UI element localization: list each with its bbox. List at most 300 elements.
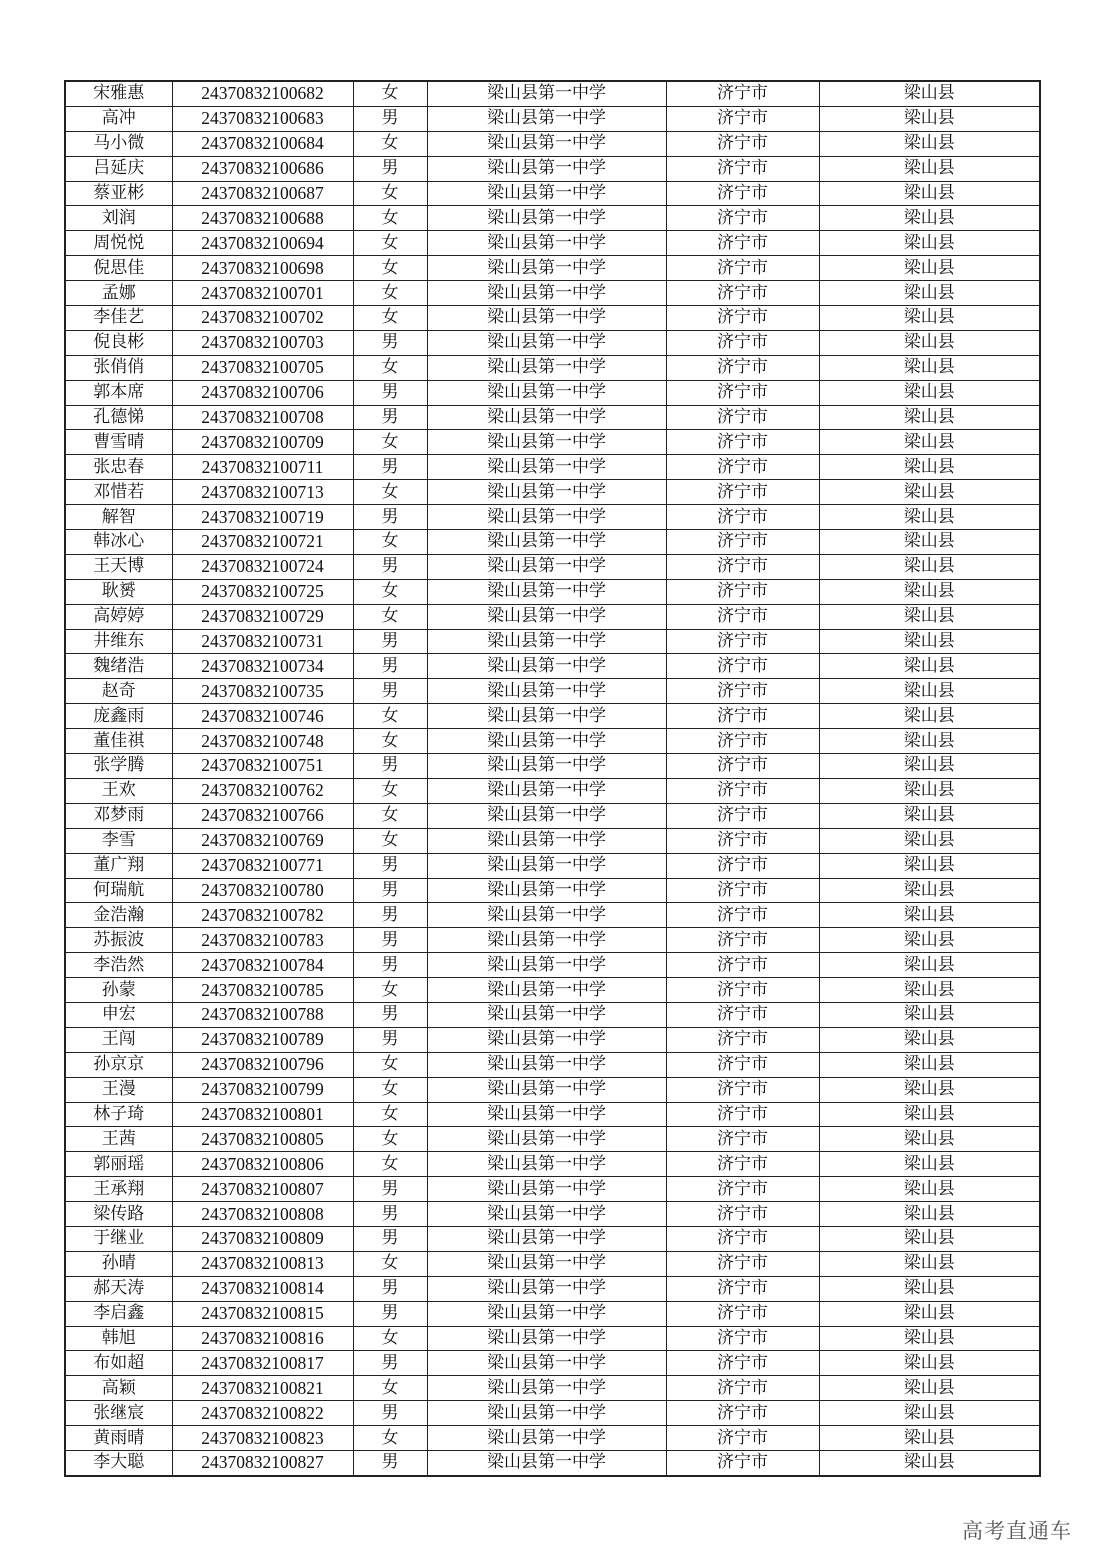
id-cell: 24370832100782 xyxy=(172,903,353,928)
school-cell: 梁山县第一中学 xyxy=(427,1226,666,1251)
table-row xyxy=(65,156,1040,181)
watermark-text: 高考直通车 xyxy=(962,1519,1072,1543)
id-cell: 24370832100721 xyxy=(172,530,353,555)
county-cell: 梁山县 xyxy=(819,181,1040,206)
roster-table xyxy=(64,80,1041,1477)
gender-cell: 男 xyxy=(353,1226,427,1251)
table-row xyxy=(65,1251,1040,1276)
id-cell: 24370832100762 xyxy=(172,778,353,803)
city-cell: 济宁市 xyxy=(666,754,819,779)
table-row xyxy=(65,1301,1040,1326)
county-cell: 梁山县 xyxy=(819,1401,1040,1426)
county-cell: 梁山县 xyxy=(819,256,1040,281)
city-cell: 济宁市 xyxy=(666,1202,819,1227)
name-cell: 邓梦雨 xyxy=(65,803,172,828)
name-cell: 董佳祺 xyxy=(65,729,172,754)
county-cell: 梁山县 xyxy=(819,306,1040,331)
name-cell: 申宏 xyxy=(65,1002,172,1027)
county-cell: 梁山县 xyxy=(819,704,1040,729)
name-cell: 郭丽瑶 xyxy=(65,1152,172,1177)
county-cell: 梁山县 xyxy=(819,156,1040,181)
city-cell: 济宁市 xyxy=(666,978,819,1003)
name-cell: 王茜 xyxy=(65,1127,172,1152)
city-cell: 济宁市 xyxy=(666,604,819,629)
id-cell: 24370832100784 xyxy=(172,953,353,978)
school-cell: 梁山县第一中学 xyxy=(427,480,666,505)
name-cell: 布如超 xyxy=(65,1351,172,1376)
school-cell: 梁山县第一中学 xyxy=(427,754,666,779)
name-cell: 魏绪浩 xyxy=(65,654,172,679)
id-cell: 24370832100729 xyxy=(172,604,353,629)
county-cell: 梁山县 xyxy=(819,1450,1040,1475)
gender-cell: 女 xyxy=(353,480,427,505)
school-cell: 梁山县第一中学 xyxy=(427,878,666,903)
name-cell: 李大聪 xyxy=(65,1450,172,1475)
city-cell: 济宁市 xyxy=(666,1127,819,1152)
school-cell: 梁山县第一中学 xyxy=(427,330,666,355)
roster-table-body xyxy=(65,81,1040,1476)
county-cell: 梁山县 xyxy=(819,1102,1040,1127)
id-cell: 24370832100817 xyxy=(172,1351,353,1376)
name-cell: 郭本席 xyxy=(65,380,172,405)
table-row xyxy=(65,330,1040,355)
name-cell: 王天博 xyxy=(65,554,172,579)
gender-cell: 男 xyxy=(353,853,427,878)
city-cell: 济宁市 xyxy=(666,953,819,978)
city-cell: 济宁市 xyxy=(666,206,819,231)
school-cell: 梁山县第一中学 xyxy=(427,355,666,380)
county-cell: 梁山县 xyxy=(819,853,1040,878)
table-row xyxy=(65,1376,1040,1401)
name-cell: 韩旭 xyxy=(65,1326,172,1351)
county-cell: 梁山县 xyxy=(819,604,1040,629)
id-cell: 24370832100687 xyxy=(172,181,353,206)
name-cell: 刘润 xyxy=(65,206,172,231)
county-cell: 梁山县 xyxy=(819,206,1040,231)
county-cell: 梁山县 xyxy=(819,430,1040,455)
school-cell: 梁山县第一中学 xyxy=(427,978,666,1003)
county-cell: 梁山县 xyxy=(819,803,1040,828)
county-cell: 梁山县 xyxy=(819,106,1040,131)
gender-cell: 男 xyxy=(353,156,427,181)
school-cell: 梁山县第一中学 xyxy=(427,1202,666,1227)
county-cell: 梁山县 xyxy=(819,754,1040,779)
school-cell: 梁山县第一中学 xyxy=(427,853,666,878)
school-cell: 梁山县第一中学 xyxy=(427,206,666,231)
city-cell: 济宁市 xyxy=(666,256,819,281)
school-cell: 梁山县第一中学 xyxy=(427,1052,666,1077)
city-cell: 济宁市 xyxy=(666,554,819,579)
county-cell: 梁山县 xyxy=(819,978,1040,1003)
table-row xyxy=(65,455,1040,480)
name-cell: 于继业 xyxy=(65,1226,172,1251)
name-cell: 金浩瀚 xyxy=(65,903,172,928)
table-row xyxy=(65,281,1040,306)
name-cell: 王闯 xyxy=(65,1027,172,1052)
table-row xyxy=(65,903,1040,928)
city-cell: 济宁市 xyxy=(666,1450,819,1475)
county-cell: 梁山县 xyxy=(819,131,1040,156)
table-row xyxy=(65,530,1040,555)
school-cell: 梁山县第一中学 xyxy=(427,1301,666,1326)
name-cell: 倪思佳 xyxy=(65,256,172,281)
id-cell: 24370832100806 xyxy=(172,1152,353,1177)
gender-cell: 男 xyxy=(353,505,427,530)
table-row xyxy=(65,231,1040,256)
gender-cell: 女 xyxy=(353,1077,427,1102)
gender-cell: 女 xyxy=(353,803,427,828)
school-cell: 梁山县第一中学 xyxy=(427,1127,666,1152)
gender-cell: 男 xyxy=(353,1027,427,1052)
county-cell: 梁山县 xyxy=(819,1376,1040,1401)
city-cell: 济宁市 xyxy=(666,853,819,878)
id-cell: 24370832100796 xyxy=(172,1052,353,1077)
id-cell: 24370832100785 xyxy=(172,978,353,1003)
gender-cell: 女 xyxy=(353,729,427,754)
table-row xyxy=(65,256,1040,281)
city-cell: 济宁市 xyxy=(666,1226,819,1251)
school-cell: 梁山县第一中学 xyxy=(427,604,666,629)
table-row xyxy=(65,853,1040,878)
table-row xyxy=(65,604,1040,629)
city-cell: 济宁市 xyxy=(666,654,819,679)
school-cell: 梁山县第一中学 xyxy=(427,1027,666,1052)
id-cell: 24370832100766 xyxy=(172,803,353,828)
id-cell: 24370832100705 xyxy=(172,355,353,380)
county-cell: 梁山县 xyxy=(819,1127,1040,1152)
school-cell: 梁山县第一中学 xyxy=(427,405,666,430)
table-row xyxy=(65,1027,1040,1052)
city-cell: 济宁市 xyxy=(666,1027,819,1052)
county-cell: 梁山县 xyxy=(819,654,1040,679)
id-cell: 24370832100708 xyxy=(172,405,353,430)
gender-cell: 女 xyxy=(353,206,427,231)
city-cell: 济宁市 xyxy=(666,579,819,604)
id-cell: 24370832100808 xyxy=(172,1202,353,1227)
school-cell: 梁山县第一中学 xyxy=(427,554,666,579)
table-row xyxy=(65,505,1040,530)
id-cell: 24370832100711 xyxy=(172,455,353,480)
county-cell: 梁山县 xyxy=(819,1152,1040,1177)
city-cell: 济宁市 xyxy=(666,1351,819,1376)
gender-cell: 男 xyxy=(353,330,427,355)
county-cell: 梁山县 xyxy=(819,355,1040,380)
table-row xyxy=(65,1177,1040,1202)
city-cell: 济宁市 xyxy=(666,1102,819,1127)
school-cell: 梁山县第一中学 xyxy=(427,1450,666,1475)
name-cell: 张继宸 xyxy=(65,1401,172,1426)
gender-cell: 女 xyxy=(353,530,427,555)
school-cell: 梁山县第一中学 xyxy=(427,704,666,729)
table-row xyxy=(65,1450,1040,1475)
id-cell: 24370832100731 xyxy=(172,629,353,654)
school-cell: 梁山县第一中学 xyxy=(427,1351,666,1376)
table-row xyxy=(65,579,1040,604)
id-cell: 24370832100694 xyxy=(172,231,353,256)
id-cell: 24370832100827 xyxy=(172,1450,353,1475)
name-cell: 孙晴 xyxy=(65,1251,172,1276)
school-cell: 梁山县第一中学 xyxy=(427,1426,666,1451)
county-cell: 梁山县 xyxy=(819,1202,1040,1227)
city-cell: 济宁市 xyxy=(666,380,819,405)
county-cell: 梁山县 xyxy=(819,1226,1040,1251)
county-cell: 梁山县 xyxy=(819,928,1040,953)
name-cell: 井维东 xyxy=(65,629,172,654)
county-cell: 梁山县 xyxy=(819,729,1040,754)
name-cell: 李浩然 xyxy=(65,953,172,978)
table-row xyxy=(65,405,1040,430)
name-cell: 高颖 xyxy=(65,1376,172,1401)
gender-cell: 女 xyxy=(353,1326,427,1351)
gender-cell: 男 xyxy=(353,1301,427,1326)
county-cell: 梁山县 xyxy=(819,828,1040,853)
city-cell: 济宁市 xyxy=(666,181,819,206)
id-cell: 24370832100780 xyxy=(172,878,353,903)
gender-cell: 女 xyxy=(353,1127,427,1152)
city-cell: 济宁市 xyxy=(666,455,819,480)
school-cell: 梁山县第一中学 xyxy=(427,803,666,828)
city-cell: 济宁市 xyxy=(666,629,819,654)
county-cell: 梁山县 xyxy=(819,1027,1040,1052)
id-cell: 24370832100702 xyxy=(172,306,353,331)
school-cell: 梁山县第一中学 xyxy=(427,1102,666,1127)
id-cell: 24370832100735 xyxy=(172,679,353,704)
id-cell: 24370832100805 xyxy=(172,1127,353,1152)
city-cell: 济宁市 xyxy=(666,405,819,430)
id-cell: 24370832100815 xyxy=(172,1301,353,1326)
school-cell: 梁山县第一中学 xyxy=(427,1177,666,1202)
county-cell: 梁山县 xyxy=(819,455,1040,480)
school-cell: 梁山县第一中学 xyxy=(427,380,666,405)
gender-cell: 男 xyxy=(353,1177,427,1202)
school-cell: 梁山县第一中学 xyxy=(427,281,666,306)
gender-cell: 女 xyxy=(353,778,427,803)
table-row xyxy=(65,1102,1040,1127)
city-cell: 济宁市 xyxy=(666,480,819,505)
id-cell: 24370832100789 xyxy=(172,1027,353,1052)
county-cell: 梁山县 xyxy=(819,1002,1040,1027)
id-cell: 24370832100724 xyxy=(172,554,353,579)
table-row xyxy=(65,1152,1040,1177)
gender-cell: 女 xyxy=(353,430,427,455)
gender-cell: 女 xyxy=(353,604,427,629)
county-cell: 梁山县 xyxy=(819,530,1040,555)
gender-cell: 男 xyxy=(353,953,427,978)
city-cell: 济宁市 xyxy=(666,81,819,106)
id-cell: 24370832100706 xyxy=(172,380,353,405)
city-cell: 济宁市 xyxy=(666,231,819,256)
school-cell: 梁山县第一中学 xyxy=(427,81,666,106)
table-row xyxy=(65,928,1040,953)
gender-cell: 女 xyxy=(353,131,427,156)
table-row xyxy=(65,81,1040,106)
table-row xyxy=(65,778,1040,803)
city-cell: 济宁市 xyxy=(666,1077,819,1102)
name-cell: 庞鑫雨 xyxy=(65,704,172,729)
table-row xyxy=(65,1077,1040,1102)
city-cell: 济宁市 xyxy=(666,1301,819,1326)
table-row xyxy=(65,978,1040,1003)
table-row xyxy=(65,629,1040,654)
name-cell: 倪良彬 xyxy=(65,330,172,355)
name-cell: 林子琦 xyxy=(65,1102,172,1127)
school-cell: 梁山县第一中学 xyxy=(427,1077,666,1102)
city-cell: 济宁市 xyxy=(666,131,819,156)
gender-cell: 男 xyxy=(353,380,427,405)
city-cell: 济宁市 xyxy=(666,1251,819,1276)
city-cell: 济宁市 xyxy=(666,306,819,331)
name-cell: 耿赟 xyxy=(65,579,172,604)
id-cell: 24370832100686 xyxy=(172,156,353,181)
county-cell: 梁山县 xyxy=(819,231,1040,256)
city-cell: 济宁市 xyxy=(666,106,819,131)
school-cell: 梁山县第一中学 xyxy=(427,729,666,754)
id-cell: 24370832100799 xyxy=(172,1077,353,1102)
school-cell: 梁山县第一中学 xyxy=(427,778,666,803)
gender-cell: 女 xyxy=(353,704,427,729)
table-row xyxy=(65,1426,1040,1451)
school-cell: 梁山县第一中学 xyxy=(427,1401,666,1426)
gender-cell: 女 xyxy=(353,978,427,1003)
school-cell: 梁山县第一中学 xyxy=(427,131,666,156)
county-cell: 梁山县 xyxy=(819,903,1040,928)
school-cell: 梁山县第一中学 xyxy=(427,953,666,978)
county-cell: 梁山县 xyxy=(819,505,1040,530)
county-cell: 梁山县 xyxy=(819,1326,1040,1351)
school-cell: 梁山县第一中学 xyxy=(427,1152,666,1177)
table-row xyxy=(65,1127,1040,1152)
county-cell: 梁山县 xyxy=(819,1251,1040,1276)
id-cell: 24370832100719 xyxy=(172,505,353,530)
table-row xyxy=(65,1226,1040,1251)
table-row xyxy=(65,679,1040,704)
gender-cell: 女 xyxy=(353,1251,427,1276)
table-row xyxy=(65,181,1040,206)
gender-cell: 男 xyxy=(353,903,427,928)
school-cell: 梁山县第一中学 xyxy=(427,455,666,480)
school-cell: 梁山县第一中学 xyxy=(427,629,666,654)
table-row xyxy=(65,1326,1040,1351)
school-cell: 梁山县第一中学 xyxy=(427,1276,666,1301)
gender-cell: 男 xyxy=(353,1401,427,1426)
id-cell: 24370832100816 xyxy=(172,1326,353,1351)
county-cell: 梁山县 xyxy=(819,1177,1040,1202)
city-cell: 济宁市 xyxy=(666,928,819,953)
county-cell: 梁山县 xyxy=(819,1301,1040,1326)
id-cell: 24370832100801 xyxy=(172,1102,353,1127)
id-cell: 24370832100688 xyxy=(172,206,353,231)
id-cell: 24370832100683 xyxy=(172,106,353,131)
school-cell: 梁山县第一中学 xyxy=(427,654,666,679)
id-cell: 24370832100788 xyxy=(172,1002,353,1027)
county-cell: 梁山县 xyxy=(819,81,1040,106)
name-cell: 董广翔 xyxy=(65,853,172,878)
table-row xyxy=(65,380,1040,405)
county-cell: 梁山县 xyxy=(819,878,1040,903)
id-cell: 24370832100813 xyxy=(172,1251,353,1276)
table-row xyxy=(65,828,1040,853)
table-row xyxy=(65,1052,1040,1077)
id-cell: 24370832100746 xyxy=(172,704,353,729)
gender-cell: 女 xyxy=(353,1052,427,1077)
table-row xyxy=(65,878,1040,903)
id-cell: 24370832100703 xyxy=(172,330,353,355)
county-cell: 梁山县 xyxy=(819,778,1040,803)
city-cell: 济宁市 xyxy=(666,1326,819,1351)
county-cell: 梁山县 xyxy=(819,629,1040,654)
name-cell: 曹雪晴 xyxy=(65,430,172,455)
name-cell: 马小微 xyxy=(65,131,172,156)
table-row xyxy=(65,554,1040,579)
name-cell: 解智 xyxy=(65,505,172,530)
school-cell: 梁山县第一中学 xyxy=(427,1326,666,1351)
name-cell: 黄雨晴 xyxy=(65,1426,172,1451)
city-cell: 济宁市 xyxy=(666,679,819,704)
county-cell: 梁山县 xyxy=(819,1052,1040,1077)
school-cell: 梁山县第一中学 xyxy=(427,828,666,853)
name-cell: 张学腾 xyxy=(65,754,172,779)
name-cell: 高冲 xyxy=(65,106,172,131)
table-row xyxy=(65,654,1040,679)
gender-cell: 女 xyxy=(353,1376,427,1401)
school-cell: 梁山县第一中学 xyxy=(427,928,666,953)
city-cell: 济宁市 xyxy=(666,828,819,853)
city-cell: 济宁市 xyxy=(666,1401,819,1426)
school-cell: 梁山县第一中学 xyxy=(427,505,666,530)
gender-cell: 男 xyxy=(353,106,427,131)
id-cell: 24370832100701 xyxy=(172,281,353,306)
city-cell: 济宁市 xyxy=(666,430,819,455)
county-cell: 梁山县 xyxy=(819,554,1040,579)
county-cell: 梁山县 xyxy=(819,281,1040,306)
id-cell: 24370832100821 xyxy=(172,1376,353,1401)
gender-cell: 女 xyxy=(353,1426,427,1451)
school-cell: 梁山县第一中学 xyxy=(427,679,666,704)
id-cell: 24370832100713 xyxy=(172,480,353,505)
city-cell: 济宁市 xyxy=(666,530,819,555)
name-cell: 孟娜 xyxy=(65,281,172,306)
id-cell: 24370832100814 xyxy=(172,1276,353,1301)
table-row xyxy=(65,106,1040,131)
id-cell: 24370832100783 xyxy=(172,928,353,953)
city-cell: 济宁市 xyxy=(666,281,819,306)
gender-cell: 女 xyxy=(353,181,427,206)
city-cell: 济宁市 xyxy=(666,778,819,803)
school-cell: 梁山县第一中学 xyxy=(427,1002,666,1027)
name-cell: 孔德悌 xyxy=(65,405,172,430)
table-row xyxy=(65,1276,1040,1301)
id-cell: 24370832100748 xyxy=(172,729,353,754)
gender-cell: 女 xyxy=(353,1152,427,1177)
name-cell: 韩冰心 xyxy=(65,530,172,555)
name-cell: 王漫 xyxy=(65,1077,172,1102)
name-cell: 李雪 xyxy=(65,828,172,853)
id-cell: 24370832100823 xyxy=(172,1426,353,1451)
city-cell: 济宁市 xyxy=(666,1426,819,1451)
gender-cell: 男 xyxy=(353,1002,427,1027)
table-row xyxy=(65,430,1040,455)
name-cell: 何瑞航 xyxy=(65,878,172,903)
school-cell: 梁山县第一中学 xyxy=(427,903,666,928)
gender-cell: 男 xyxy=(353,878,427,903)
city-cell: 济宁市 xyxy=(666,1052,819,1077)
county-cell: 梁山县 xyxy=(819,405,1040,430)
county-cell: 梁山县 xyxy=(819,330,1040,355)
gender-cell: 女 xyxy=(353,281,427,306)
school-cell: 梁山县第一中学 xyxy=(427,306,666,331)
city-cell: 济宁市 xyxy=(666,1177,819,1202)
id-cell: 24370832100725 xyxy=(172,579,353,604)
